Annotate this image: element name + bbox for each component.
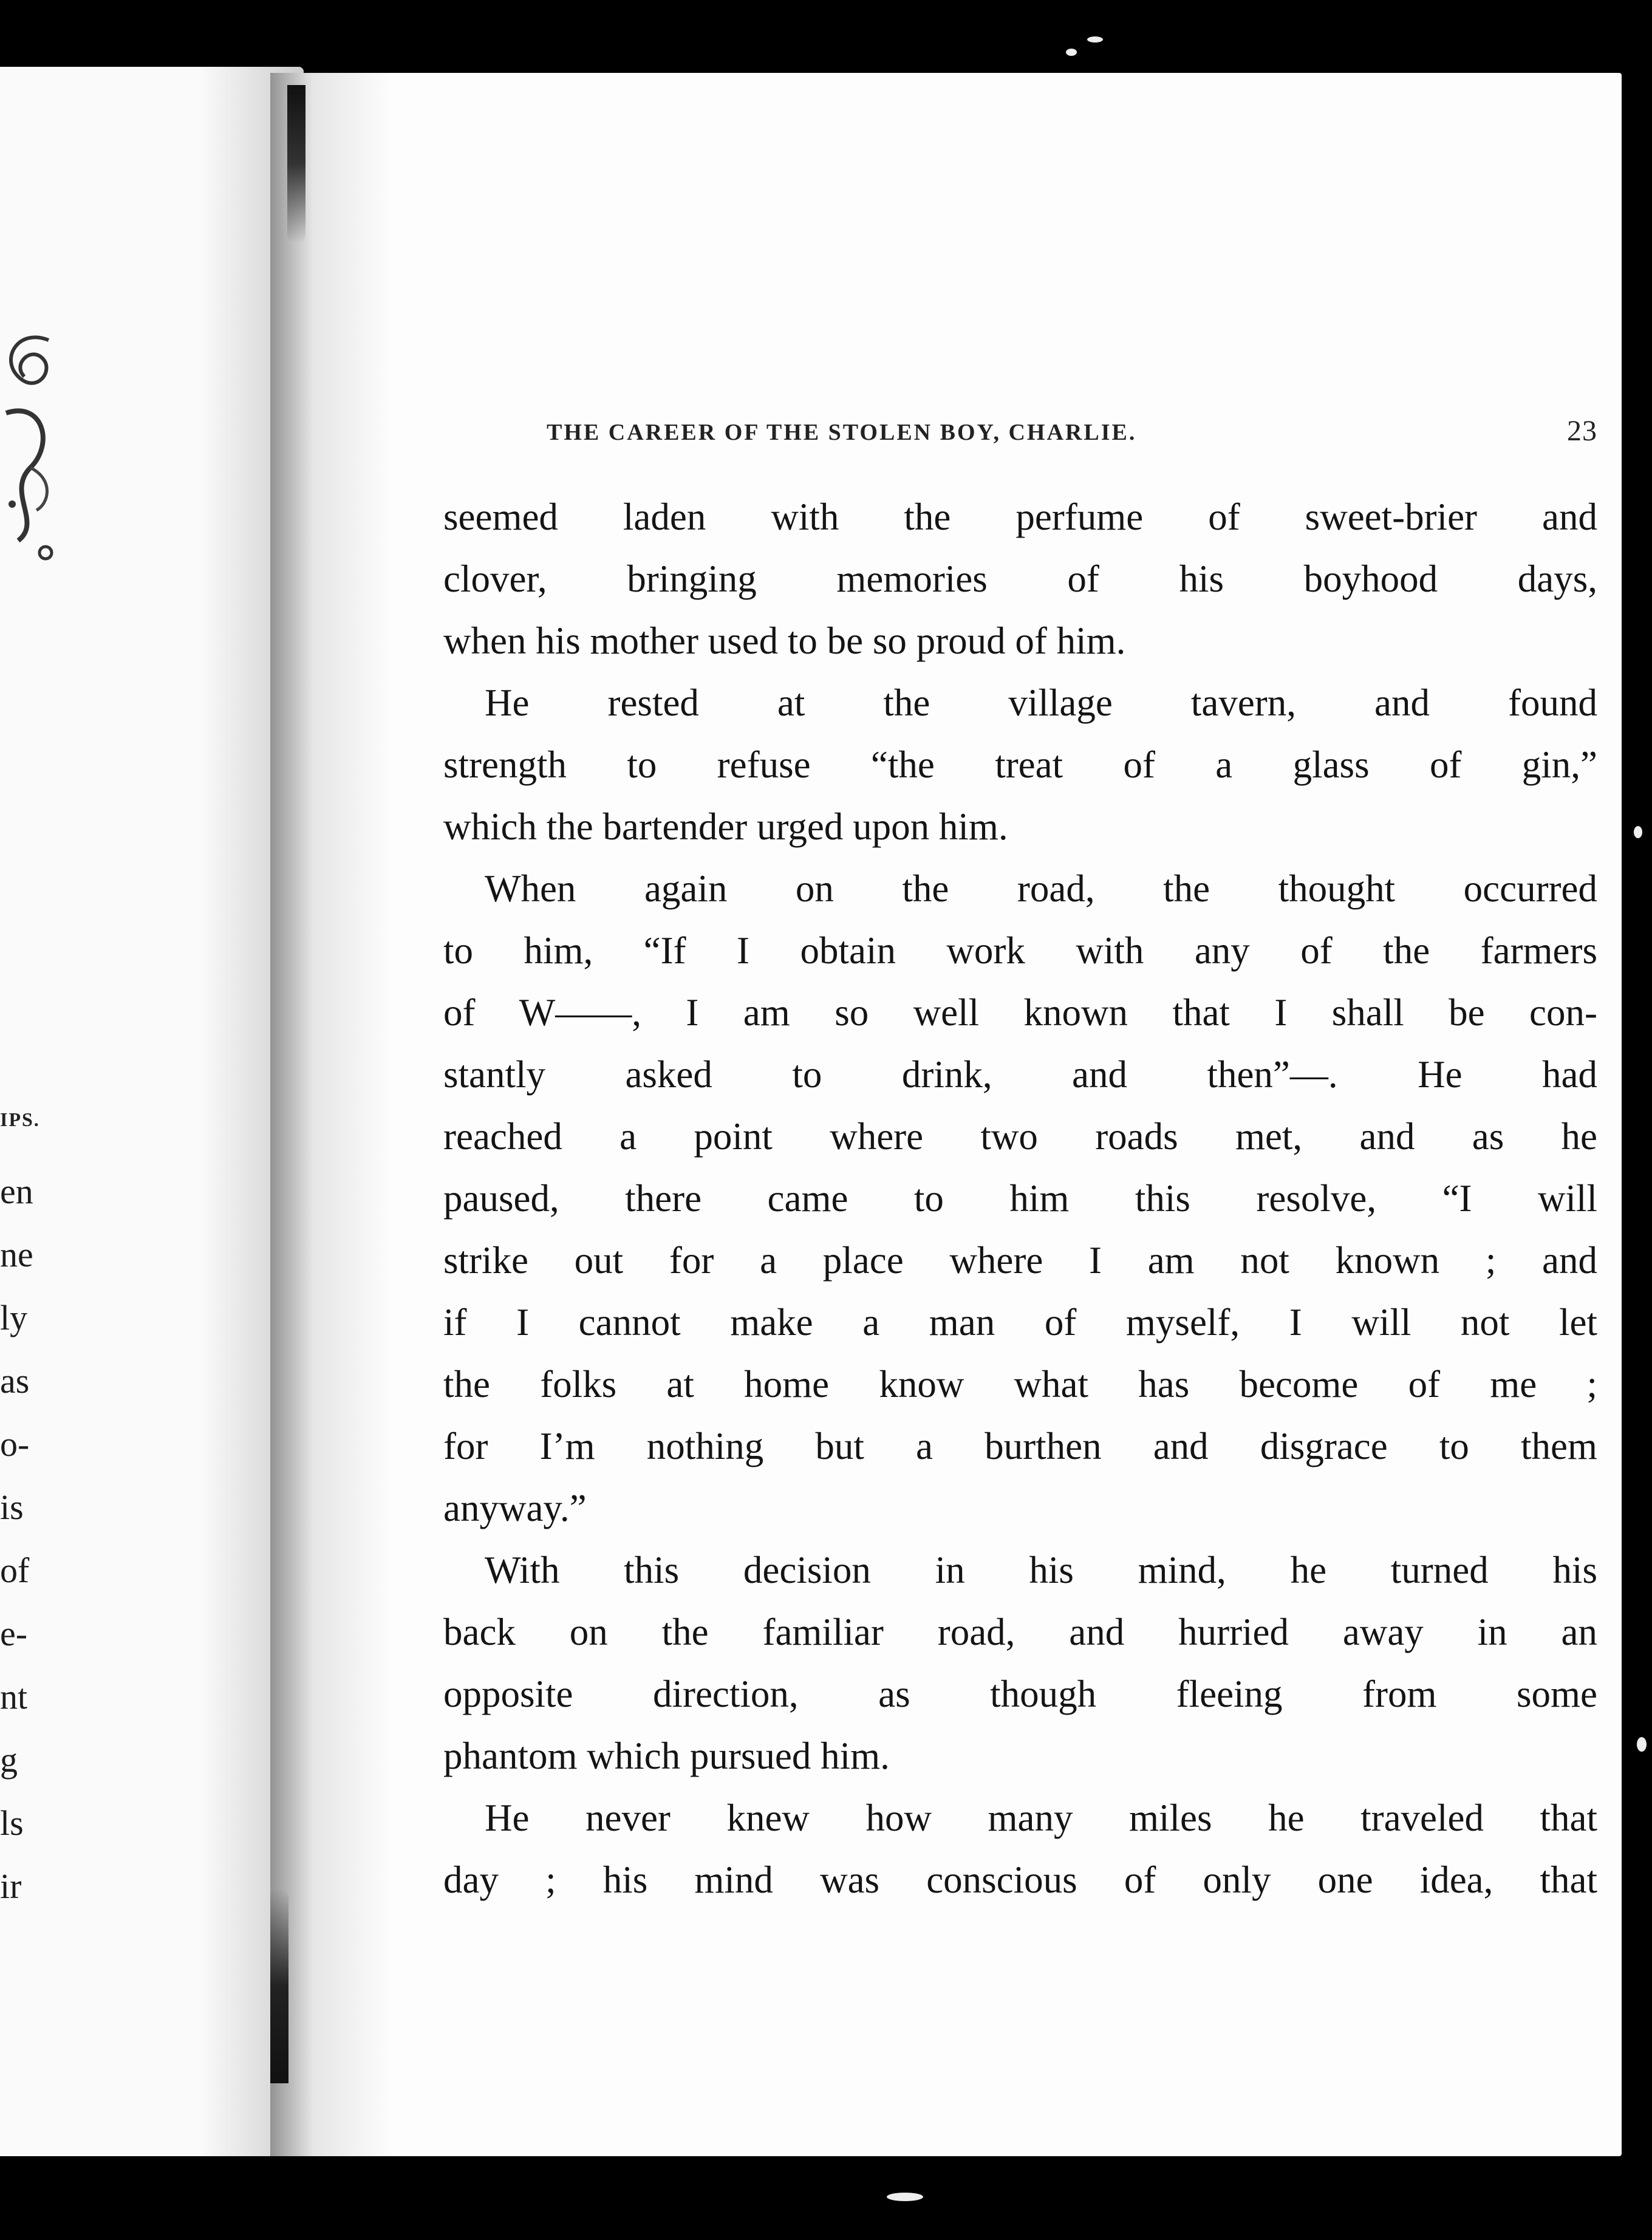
text-line: for I’m nothing but a burthen and disgrace to them: [443, 1425, 1597, 1467]
text-line: opposite direction, as though fleeing from some: [443, 1673, 1597, 1715]
gutter-shadow: [270, 73, 392, 2156]
text-line: to him, “If I obtain work with any of the farmers: [443, 929, 1597, 972]
text-line: He rested at the village tavern, and found: [485, 681, 1597, 724]
text-line: if I cannot make a man of myself, I will not let: [443, 1301, 1597, 1344]
text-line: With this decision in his mind, he turned his: [485, 1549, 1597, 1591]
scan-speck: [1087, 36, 1103, 43]
page-number: 23: [1567, 415, 1597, 447]
text-fragment: is: [0, 1487, 24, 1527]
text-line: When again on the road, the thought occurred: [485, 867, 1597, 910]
text-line: anyway.”: [443, 1487, 587, 1529]
text-line: paused, there came to him this resolve, “I will: [443, 1177, 1597, 1220]
text-line: the folks at home know what has become of me ;: [443, 1363, 1597, 1405]
text-fragment: ir: [0, 1866, 22, 1906]
text-line: stantly asked to drink, and then”—. He had: [443, 1053, 1597, 1096]
text-fragment: ls: [0, 1803, 24, 1843]
text-fragment: e-: [0, 1614, 28, 1653]
text-fragment: g: [0, 1740, 18, 1780]
scan-speck: [1634, 826, 1642, 838]
text-fragment: of: [0, 1551, 30, 1590]
text-fragment: en: [0, 1172, 33, 1211]
text-line: phantom which pursued him.: [443, 1735, 890, 1777]
previous-page-text-fragments: [0, 1160, 33, 1918]
text-line: when his mother used to be so proud of him.: [443, 620, 1126, 662]
text-line: seemed laden with the perfume of sweet-brier and: [443, 496, 1597, 538]
text-fragment: o-: [0, 1424, 30, 1464]
binding-fold-bottom: [270, 1889, 288, 2083]
body-text: [443, 486, 1597, 1911]
text-line: which the bartender urged upon him.: [443, 805, 1008, 848]
text-fragment: ne: [0, 1235, 33, 1274]
text-line: clover, bringing memories of his boyhood days,: [443, 558, 1597, 600]
text-fragment: nt: [0, 1677, 28, 1716]
scan-speck: [887, 2193, 923, 2201]
running-head-title: THE CAREER OF THE STOLEN BOY, CHARLIE.: [547, 420, 1137, 445]
text-fragment: as: [0, 1361, 30, 1401]
current-page: [270, 73, 1622, 2156]
text-line: reached a point where two roads met, and as he: [443, 1115, 1597, 1158]
text-line: of W——, I am so well known that I shall be con-: [443, 991, 1597, 1034]
text-line: back on the familiar road, and hurried away in an: [443, 1611, 1597, 1653]
text-line: He never knew how many miles he traveled that: [485, 1797, 1597, 1839]
text-line: strength to refuse “the treat of a glass of gin,”: [443, 743, 1597, 786]
decorative-ornament-icon: [0, 322, 61, 577]
text-line: day ; his mind was conscious of only one idea, that: [443, 1859, 1597, 1901]
scan-speck: [1066, 49, 1077, 56]
text-fragment: ly: [0, 1298, 28, 1337]
running-head: [547, 415, 1597, 456]
previous-page-running-head: IPS.: [0, 1108, 40, 1130]
text-line: strike out for a place where I am not known ; and: [443, 1239, 1597, 1282]
binding-fold-top: [287, 85, 305, 243]
scan-speck: [1637, 1737, 1647, 1752]
